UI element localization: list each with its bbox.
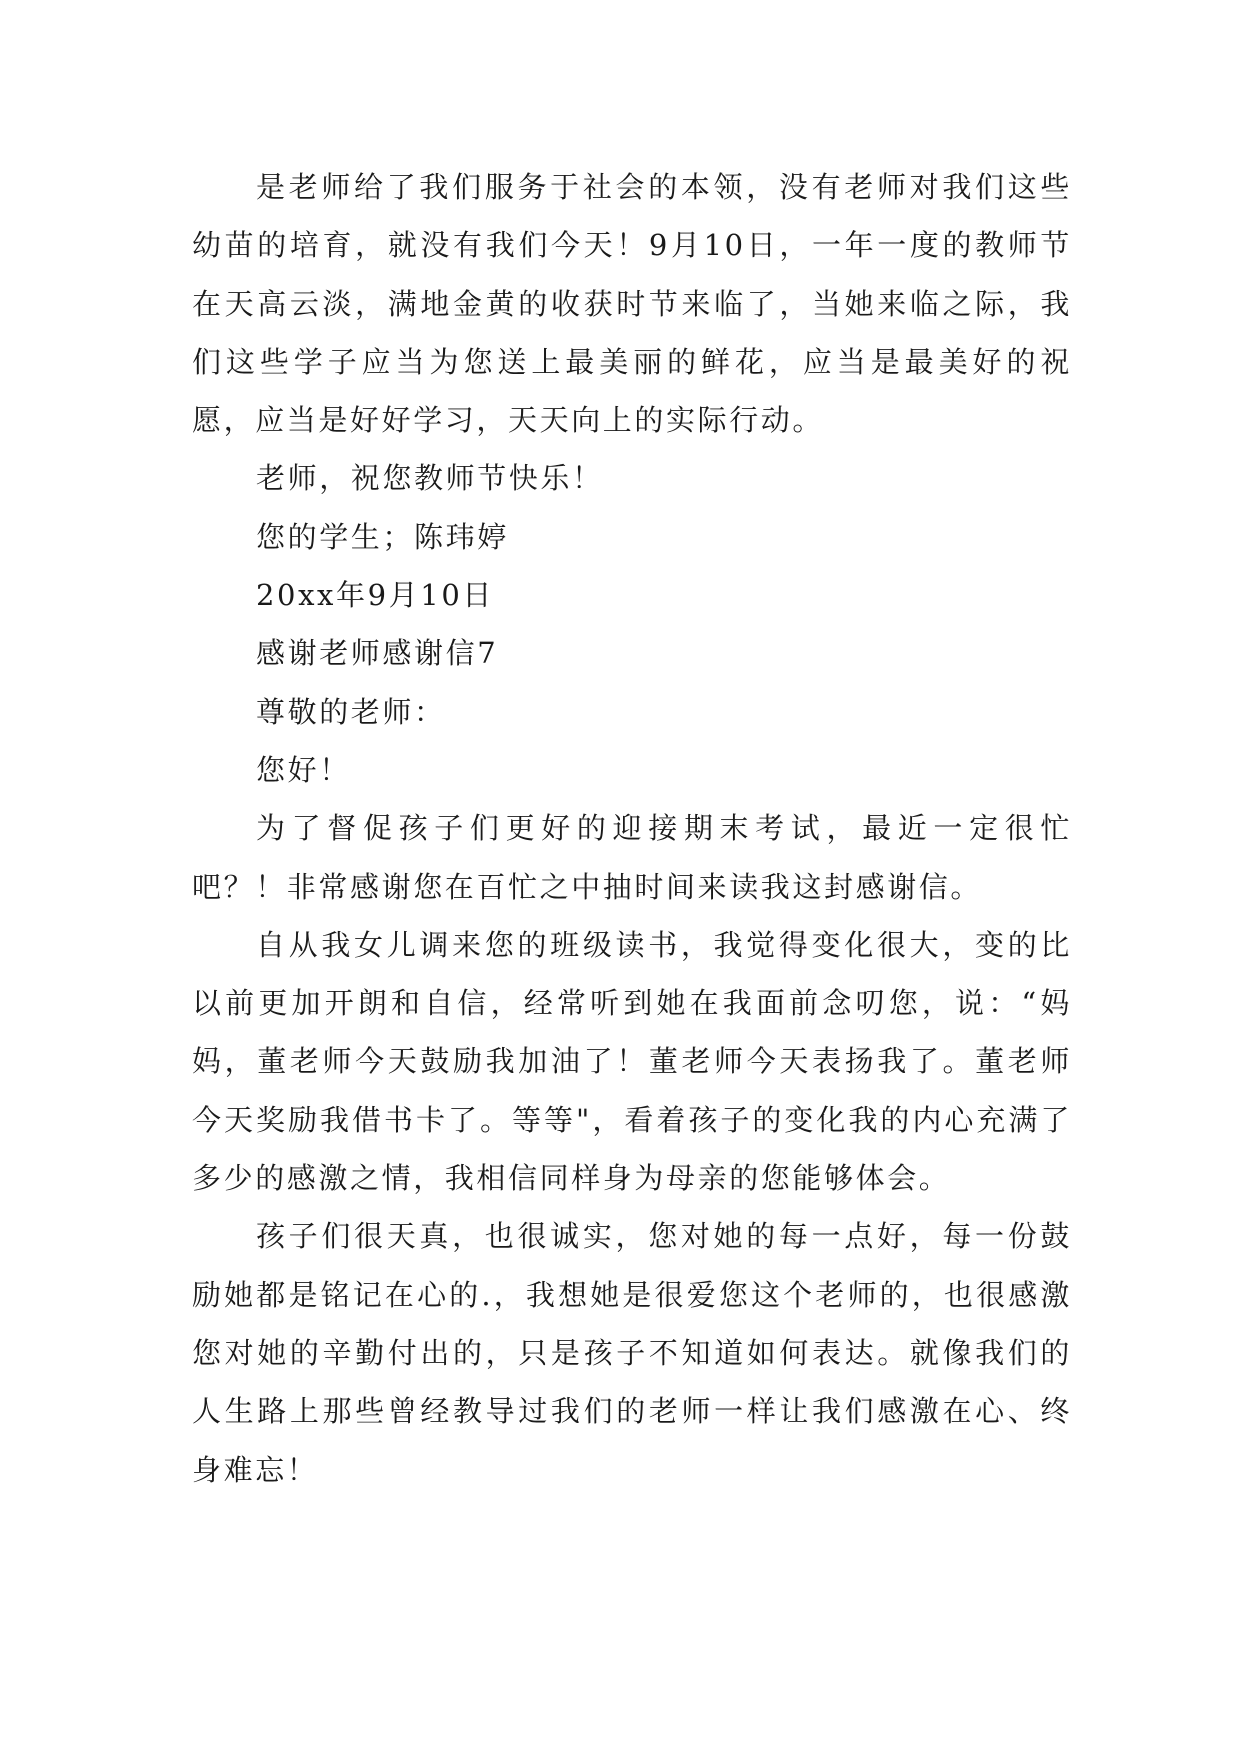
- salutation: 尊敬的老师：: [256, 694, 446, 729]
- paragraph-exam: 为了督促孩子们更好的迎接期末考试，最近一定很忙吧？！非常感谢您在百忙之中抽时间来读我这封感谢信。: [192, 811, 1072, 904]
- paragraph-gratitude: 是老师给了我们服务于社会的本领，没有老师对我们这些幼苗的培育，就没有我们今天！9月10日，一年一度的教师节在天高云淡，满地金黄的收获时节来临了，当她来临之际，我们这些学子应当为您送上最美丽的鲜花，应当是最美好的祝愿，应当是好好学习，天天向上的实际行动。: [192, 170, 1072, 438]
- paragraph-children: 孩子们很天真，也很诚实，您对她的每一点好，每一份鼓励她都是铭记在心的.，我想她是很爱您这个老师的，也很感激您对她的辛勤付出的，只是孩子不知道如何表达。就像我们的人生路上那些曾经教导过我们的老师一样让我们感激在心、终身难忘！: [192, 1219, 1072, 1487]
- wish-line: 老师，祝您教师节快乐！: [256, 461, 604, 496]
- letter-body: [192, 158, 1072, 1499]
- paragraph-daughter: 自从我女儿调来您的班级读书，我觉得变化很大，变的比以前更加开朗和自信，经常听到她在我面前念叨您，说：“妈妈，董老师今天鼓励我加油了！董老师今天表扬我了。董老师今天奖励我借书卡了。等等"，看着孩子的变化我的内心充满了多少的感激之情，我相信同样身为母亲的您能够体会。: [192, 927, 1072, 1196]
- greeting: 您好！: [256, 752, 351, 787]
- signature: 您的学生；陈玮婷: [256, 519, 509, 554]
- date-line: 20xx年9月10日: [256, 578, 494, 613]
- letter-title: 感谢老师感谢信7: [256, 636, 499, 671]
